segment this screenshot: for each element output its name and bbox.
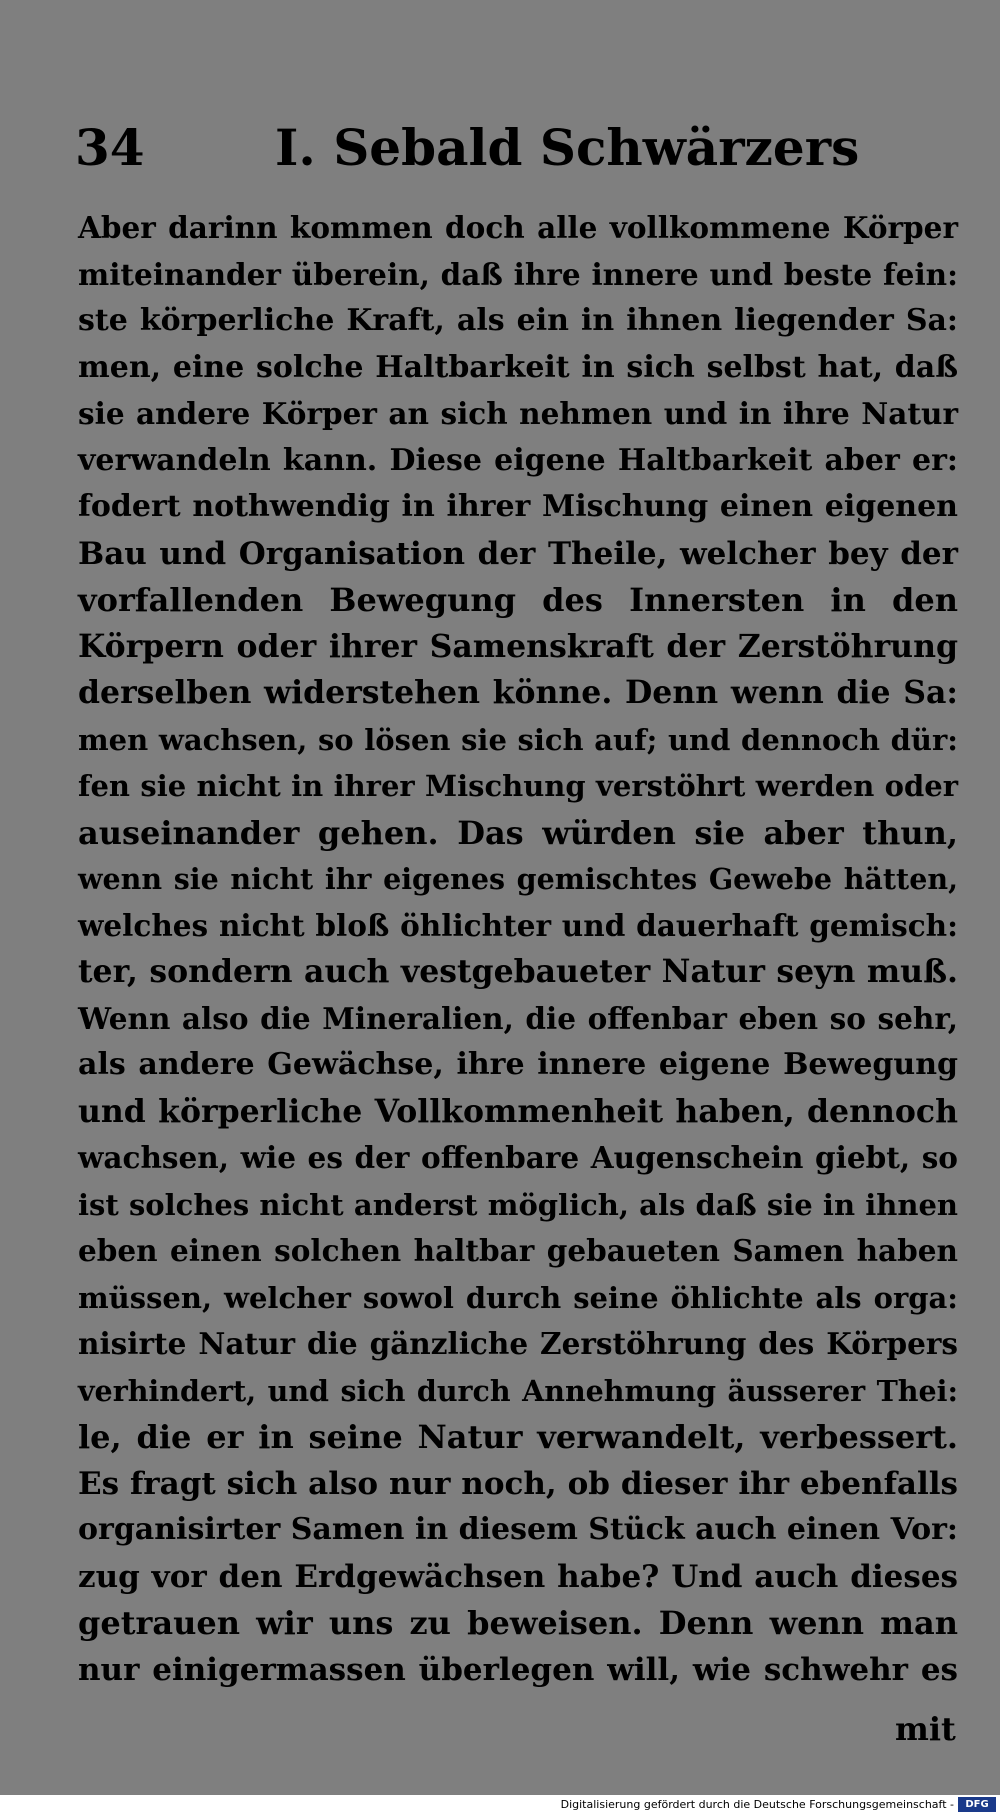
text-line: sie andere Körper an sich nehmen und in ihre Natur — [78, 396, 958, 431]
footer-credit: Digitalisierung gefördert durch die Deutsche Forschungsgemeinschaft - — [560, 1798, 954, 1811]
text-line: le, die er in seine Natur verwandelt, verbessert. — [78, 1418, 958, 1456]
running-head: I. Sebald Schwärzers — [275, 118, 860, 177]
text-line: wachsen, wie es der offenbare Augenschein giebt, so — [78, 1140, 958, 1175]
text-line: wenn sie nicht ihr eigenes gemischtes Gewebe hätten, — [78, 862, 958, 896]
text-line: eben einen solchen haltbar gebaueten Samen haben — [78, 1233, 958, 1268]
page-header — [75, 112, 965, 184]
text-line: verhindert, und sich durch Annehmung äusserer Thei: — [78, 1373, 958, 1408]
catchword: mit — [895, 1710, 956, 1748]
text-line: verwandeln kann. Diese eigene Haltbarkeit aber er: — [78, 442, 958, 478]
text-line: Aber darinn kommen doch alle vollkommene Körper — [78, 210, 958, 245]
text-line: auseinander gehen. Das würden sie aber thun, — [78, 813, 958, 852]
text-line: Bau und Organisation der Theile, welcher bey der — [78, 535, 958, 572]
text-line: müssen, welcher sowol durch seine öhlichte als orga: — [78, 1280, 958, 1315]
text-line: Wenn also die Mineralien, die offenbar eben so sehr, — [78, 1000, 958, 1036]
text-line: organisirter Samen in diesem Stück auch einen Vor: — [78, 1512, 958, 1547]
text-line: vorfallenden Bewegung des Innersten in den — [78, 581, 958, 619]
text-line: zug vor den Erdgewächsen habe? Und auch dieses — [78, 1558, 958, 1595]
text-line: nur einigermassen überlegen will, wie schwehr es — [78, 1651, 958, 1688]
text-line: men, eine solche Haltbarkeit in sich selbst hat, daß — [78, 349, 958, 385]
text-line: als andere Gewächse, ihre innere eigene Bewegung — [78, 1047, 958, 1082]
text-line: Es fragt sich also nur noch, ob dieser ihr ebenfalls — [78, 1465, 958, 1502]
text-line: men wachsen, so lösen sie sich auf; und dennoch dür: — [78, 722, 958, 757]
dfg-logo-icon: DFG — [958, 1797, 996, 1812]
text-line: ist solches nicht anderst möglich, als daß sie in ihnen — [78, 1187, 958, 1222]
text-line: und körperliche Vollkommenheit haben, dennoch — [78, 1092, 958, 1130]
text-line: fen sie nicht in ihrer Mischung verstöhrt werden oder — [78, 769, 958, 803]
page-number: 34 — [75, 118, 145, 177]
text-line: ter, sondern auch vestgebaueter Natur seyn muß. — [78, 953, 958, 990]
text-line: miteinander überein, daß ihre innere und beste fein: — [78, 256, 958, 292]
text-line: fodert nothwendig in ihrer Mischung einen eigenen — [78, 489, 958, 524]
text-line: Körpern oder ihrer Samenskraft der Zerstöhrung — [78, 627, 958, 665]
text-line: ste körperliche Kraft, als ein in ihnen liegender Sa: — [78, 303, 958, 338]
text-line: getrauen wir uns zu beweisen. Denn wenn man — [78, 1604, 958, 1642]
text-line: welches nicht bloß öhlichter und dauerhaft gemisch: — [78, 907, 958, 943]
text-line: nisirte Natur die gänzliche Zerstöhrung des Körpers — [78, 1326, 958, 1361]
body-text — [78, 205, 958, 1693]
text-line: derselben widerstehen könne. Denn wenn die Sa: — [78, 674, 958, 711]
